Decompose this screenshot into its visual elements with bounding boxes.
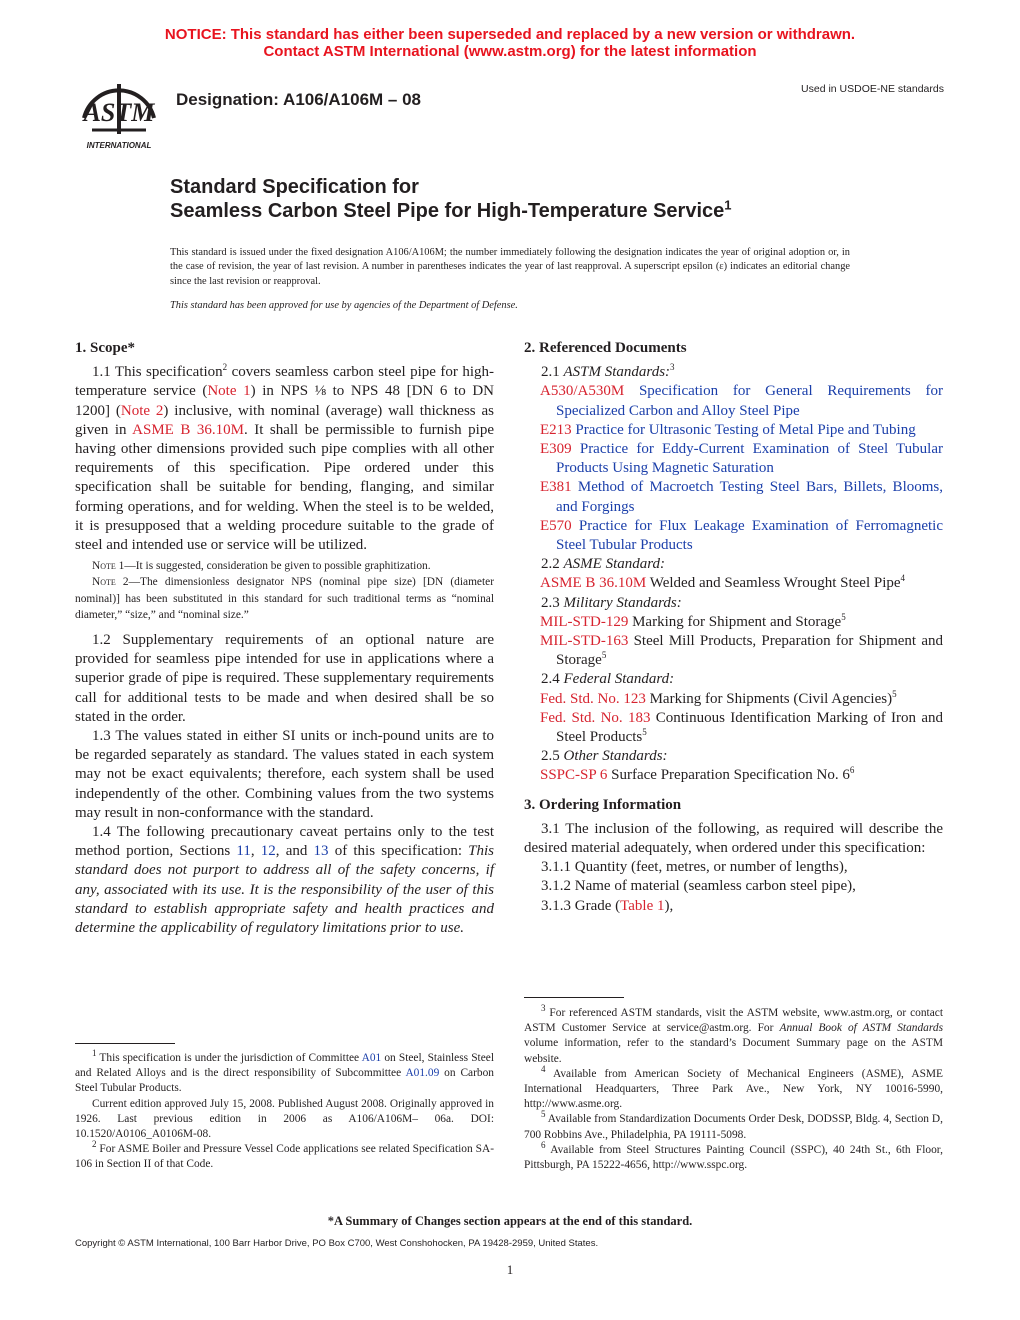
ref-title: Marking for Shipment and Storage [628, 613, 842, 630]
copyright: Copyright © ASTM International, 100 Barr Harbor Drive, PO Box C700, West Conshohocken, PA 19428-2959, United States. [75, 1238, 599, 1249]
ref-item [540, 421, 943, 440]
title-line-1: Standard Specification for [170, 176, 419, 198]
ref-code[interactable]: E213 [540, 421, 572, 438]
ref-title[interactable]: Specification for General Requirements for Specialized Carbon and Alloy Steel Pipe [556, 383, 943, 419]
footnote-1-edition: Current edition approved July 15, 2008. Published August 2008. Originally approved in 1926. Last previous edition in 2006 as A106/A106M– 06a. DOI: 10.1520/A0106_A0106M-08. [75, 1097, 494, 1141]
refs-heading: 2. Referenced Documents [524, 340, 687, 356]
refs-2-3: 2.3 Military Standards: [541, 594, 682, 611]
ref-code[interactable]: A530/A530M [540, 383, 625, 400]
ref-item: ASME B 36.10M Welded and Seamless Wrought Steel Pipe$^4$ [540, 573, 906, 592]
astm-logo [74, 78, 164, 154]
ref-item [540, 382, 943, 420]
ref-code[interactable]: E381 [540, 479, 572, 496]
summary-of-changes-note: *A Summary of Changes section appears at the end of this standard. [327, 1214, 693, 1228]
table-1-link[interactable]: Table 1 [620, 897, 665, 914]
note2-link[interactable]: Note 2 [120, 402, 164, 419]
ref-title: Steel Mill Products, Preparation for Shipment and Storage [556, 633, 943, 669]
usdoe-note: Used in USDOE-NE standards [801, 83, 944, 95]
logo-text: ASTM [83, 98, 155, 127]
scope-1-2: 1.2 Supplementary requirements of an optional nature are provided for seamless pipe intended for use in applications where a superior grade of pipe is required. These supplementary requirements call for additional tests to be made and when desired shall be so stated in the order. [75, 632, 494, 725]
ref-item [540, 517, 943, 555]
scope-1-1: 1.1 This specification$^2$ covers seamless carbon steel pipe for high-temperature service (Note 1) in NPS ⅛ to NPS 48 [DN 6 to DN 1200] (Note 2) inclusive, with nominal (average) wall thickness as given in ASME B 36.10M. It shall be permissible to furnish pipe having other dimensions provided such pipe complies with all other requirements of this specification. Pipe ordered under this specification shall be suitable for bending, flanging, and similar forming operations, and for welding. When the steel is to be welded, it is presupposed that a welding procedure suitable to the grade of steel and intended use or service will be utilized. [75, 362, 495, 554]
section-13-link[interactable]: 13 [313, 843, 329, 860]
scope-heading: 1. Scope* [75, 340, 135, 356]
designation: Designation: A106/A106M – 08 [176, 90, 422, 109]
note1-link[interactable]: Note 1 [207, 383, 251, 400]
footnote-3: $^3$ For referenced ASTM standards, visit the ASTM website, www.astm.org, or contact ASTM Customer Service at service@astm.org. For Annual Book of ASTM Standards volume information, refer to the standard’s Document Summary page on the ASTM website. [524, 1003, 944, 1065]
ref-item [540, 440, 943, 478]
ref-title: Continuous Identification Marking of Iron and Steel Products [556, 709, 943, 746]
ref-code[interactable]: MIL-STD-129 [540, 613, 629, 630]
section-11-link[interactable]: 11 [236, 843, 251, 860]
military-standards-list [524, 613, 943, 671]
footnotes-right [524, 1003, 944, 1173]
logo-subtext: INTERNATIONAL [86, 141, 152, 150]
subcommittee-a0109-link[interactable]: A01.09 [405, 1067, 440, 1080]
ref-item: SSPC-SP 6 Surface Preparation Specification No. $6^6$ [540, 765, 855, 784]
ref-item [540, 709, 943, 747]
ref-code[interactable]: E309 [540, 441, 572, 458]
ref-title[interactable]: Practice for Ultrasonic Testing of Metal Pipe and Tubing [571, 421, 916, 438]
footnote-4: $^4$ Available from American Society of Mechanical Engineers (ASME), ASME International Headquarters, Three Park Ave., New York, NY 10016-5990, http://www.asme.org. [524, 1064, 943, 1111]
ordering-3-1-3: 3.1.3 Grade (Table 1), [541, 897, 674, 914]
ref-title: Marking for Shipments (Civil Agencies) [645, 690, 893, 707]
footnote-5: $^5$ Available from Standardization Documents Order Desk, DODSSP, Bldg. 4, Section D, 700 Robbins Ave., Philadelphia, PA 19111-5098. [524, 1109, 943, 1141]
notice-line-1: NOTICE: This standard has either been superseded and replaced by a new version or withdrawn. [164, 26, 856, 43]
ordering-heading: 3. Ordering Information [524, 796, 682, 813]
ordering-3-1-1: 3.1.1 Quantity (feet, metres, or number of lengths), [541, 859, 848, 876]
refs-2-4: 2.4 Federal Standard: [541, 671, 675, 688]
ref-item [540, 478, 943, 516]
ref-title[interactable]: Practice for Eddy-Current Examination of Steel Tubular Products Using Magnetic Saturation [556, 441, 943, 477]
sspc-ref-code[interactable]: SSPC-SP 6 [540, 767, 608, 784]
footnote-ref: 5 [892, 688, 897, 699]
refs-2-2: 2.2 ASME Standard: [541, 556, 666, 573]
ref-title[interactable]: Practice for Flux Leakage Examination of Ferromagnetic Steel Tubular Products [556, 517, 943, 554]
footnote-separator-right [524, 997, 624, 998]
astm-standards-list [524, 382, 943, 555]
ref-item [540, 690, 943, 709]
ordering-3-1: 3.1 The inclusion of the following, as required will describe the desired material adequately, when ordered under this specification: [524, 820, 943, 857]
footnote-6: $^6$ Available from Steel Structures Painting Council (SSPC), 40 24th St., 6th Floor, Pittsburgh, PA 15222-4656, http://www.sspc.org. [524, 1140, 943, 1172]
page-number: 1 [506, 1262, 514, 1277]
federal-standards-list [524, 690, 943, 748]
ref-item [540, 613, 943, 632]
ref-code[interactable]: MIL-STD-163 [540, 633, 629, 650]
ref-title[interactable]: Method of Macroetch Testing Steel Bars, Billets, Blooms, and Forgings [556, 479, 943, 515]
scope-1-3: 1.3 The values stated in either SI units or inch-pound units are to be regarded separately as standard. The values stated in each system may not be exact equivalents; therefore, each system shall be used independently of the other. Combining values from the two systems may result in non-conformance with the standard. [75, 728, 494, 821]
left-column [75, 339, 494, 938]
footnote-ref: 5 [841, 611, 846, 622]
asme-b3610m-link[interactable]: ASME B 36.10M [132, 421, 244, 438]
ref-code[interactable]: E570 [540, 517, 572, 534]
scope-1-4: 1.4 The following precautionary caveat pertains only to the test method portion, Sections 11, 12, and 13 of this specification: This standard does not purport to address all of the safety concerns, if any, associated with its use. It is the responsibility of the user of this standard to establish appropriate safety and health practices and determine the applicability of regulatory limitations prior to use. [75, 824, 495, 937]
ref-item [540, 632, 943, 670]
ordering-3-1-2: 3.1.2 Name of material (seamless carbon steel pipe), [541, 878, 856, 895]
right-column [524, 339, 943, 916]
footnote-ref: 5 [601, 650, 607, 661]
dod-approval: This standard has been approved for use by agencies of the Department of Defense. [170, 300, 518, 311]
asme-ref-code[interactable]: ASME B 36.10M [540, 575, 647, 592]
ref-code[interactable]: Fed. Std. No. 123 [540, 690, 646, 707]
intro-text: This standard is issued under the fixed designation A106/A106M; the number immediately following the designation indicates the year of original adoption or, in the case of revision, the year of last revision. A number in parentheses indicates the year of last reapproval. A superscript epsilon (ε) indicates an editorial change since the last revision or reapproval. [170, 247, 850, 287]
refs-2-5: 2.5 Other Standards: [541, 748, 668, 765]
footnotes-left [75, 1048, 494, 1173]
note-2: Note 2—The dimensionless designator NPS (nominal pipe size) [DN (diameter nominal)] has been substituted in this standard for such traditional terms as “nominal diameter,” “size,” and “nominal size.” [75, 576, 495, 621]
note-1: Note 1—It is suggested, consideration be given to possible graphitization. [92, 560, 431, 573]
section-12-link[interactable]: 12 [260, 843, 276, 860]
ref-code[interactable]: Fed. Std. No. 183 [540, 709, 651, 726]
title-line-2: Seamless Carbon Steel Pipe for High-Temperature Service$^1$ [170, 197, 732, 222]
refs-2-1: 2.1 ASTM Standards:$^3$ [541, 362, 675, 381]
notice-line-2: Contact ASTM International (www.astm.org) for the latest information [263, 43, 757, 60]
footnote-2: $^2$ For ASME Boiler and Pressure Vessel Code applications see related Specification SA-106 in Section II of that Code. [75, 1139, 494, 1171]
committee-a01-link[interactable]: A01 [361, 1052, 382, 1064]
footnote-ref: 5 [642, 727, 647, 738]
footnote-1: $^1$ This specification is under the jurisdiction of Committee A01 on Steel, Stainless Steel and Related Alloys and is the direct responsibility of Subcommittee A01.09 on Carbon Steel Tubular Products. [75, 1048, 494, 1095]
footnote-separator-left [75, 1043, 175, 1044]
